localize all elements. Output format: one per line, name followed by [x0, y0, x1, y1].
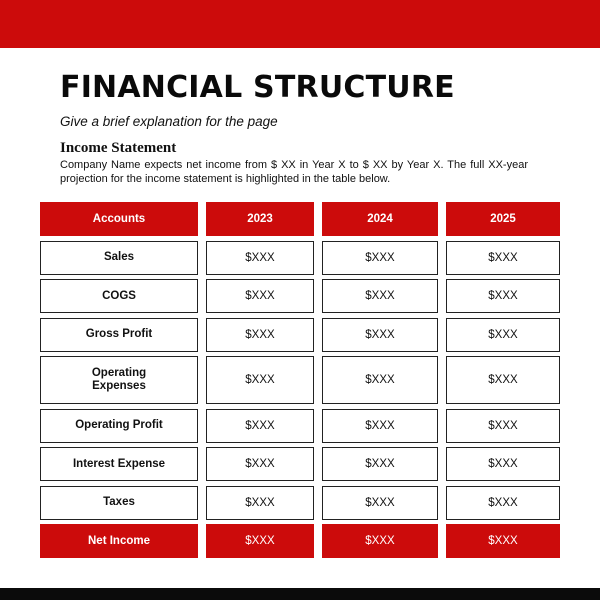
- value-cell: $XXX: [322, 279, 438, 313]
- row-label: Gross Profit: [40, 318, 198, 352]
- value-cell: $XXX: [322, 241, 438, 275]
- value-cell: $XXX: [206, 524, 314, 558]
- income-statement-table: [40, 202, 560, 563]
- value-cell: $XXX: [206, 486, 314, 520]
- row-label-text: Operating Expenses: [91, 367, 147, 392]
- value-cell: $XXX: [446, 447, 560, 481]
- page-title: FINANCIAL STRUCTURE: [60, 70, 455, 105]
- header-year-2023: 2023: [206, 202, 314, 236]
- table-row: [40, 486, 560, 520]
- row-label: [40, 356, 198, 404]
- table-row: [40, 241, 560, 275]
- value-cell: $XXX: [206, 318, 314, 352]
- value-cell: $XXX: [206, 279, 314, 313]
- page-subtitle: Give a brief explanation for the page: [60, 114, 278, 129]
- header-year-2025: 2025: [446, 202, 560, 236]
- value-cell: $XXX: [322, 409, 438, 443]
- row-label: Net Income: [40, 524, 198, 558]
- value-cell: $XXX: [446, 409, 560, 443]
- row-label: Taxes: [40, 486, 198, 520]
- section-heading: Income Statement: [60, 140, 177, 156]
- bottom-footer-band: [0, 588, 600, 600]
- table-header-row: [40, 202, 560, 236]
- value-cell: $XXX: [446, 241, 560, 275]
- row-label: COGS: [40, 279, 198, 313]
- table-total-row: [40, 524, 560, 558]
- value-cell: $XXX: [322, 486, 438, 520]
- value-cell: $XXX: [206, 447, 314, 481]
- value-cell: $XXX: [446, 486, 560, 520]
- row-label: Interest Expense: [40, 447, 198, 481]
- table-row: [40, 447, 560, 481]
- header-year-2024: 2024: [322, 202, 438, 236]
- value-cell: $XXX: [322, 318, 438, 352]
- value-cell: $XXX: [446, 356, 560, 404]
- value-cell: $XXX: [206, 241, 314, 275]
- row-label: Sales: [40, 241, 198, 275]
- header-accounts: Accounts: [40, 202, 198, 236]
- value-cell: $XXX: [322, 447, 438, 481]
- row-label: Operating Profit: [40, 409, 198, 443]
- table-row: [40, 318, 560, 352]
- top-accent-band: [0, 0, 600, 48]
- table-row: [40, 356, 560, 404]
- table-row: [40, 409, 560, 443]
- value-cell: $XXX: [446, 524, 560, 558]
- value-cell: $XXX: [322, 356, 438, 404]
- table-row: [40, 279, 560, 313]
- value-cell: $XXX: [446, 279, 560, 313]
- intro-paragraph: Company Name expects net income from $ XX in Year X to $ XX by Year X. The full XX-year projection for the income statement is highlighted in the table below.: [60, 159, 528, 185]
- value-cell: $XXX: [322, 524, 438, 558]
- value-cell: $XXX: [206, 409, 314, 443]
- value-cell: $XXX: [446, 318, 560, 352]
- value-cell: $XXX: [206, 356, 314, 404]
